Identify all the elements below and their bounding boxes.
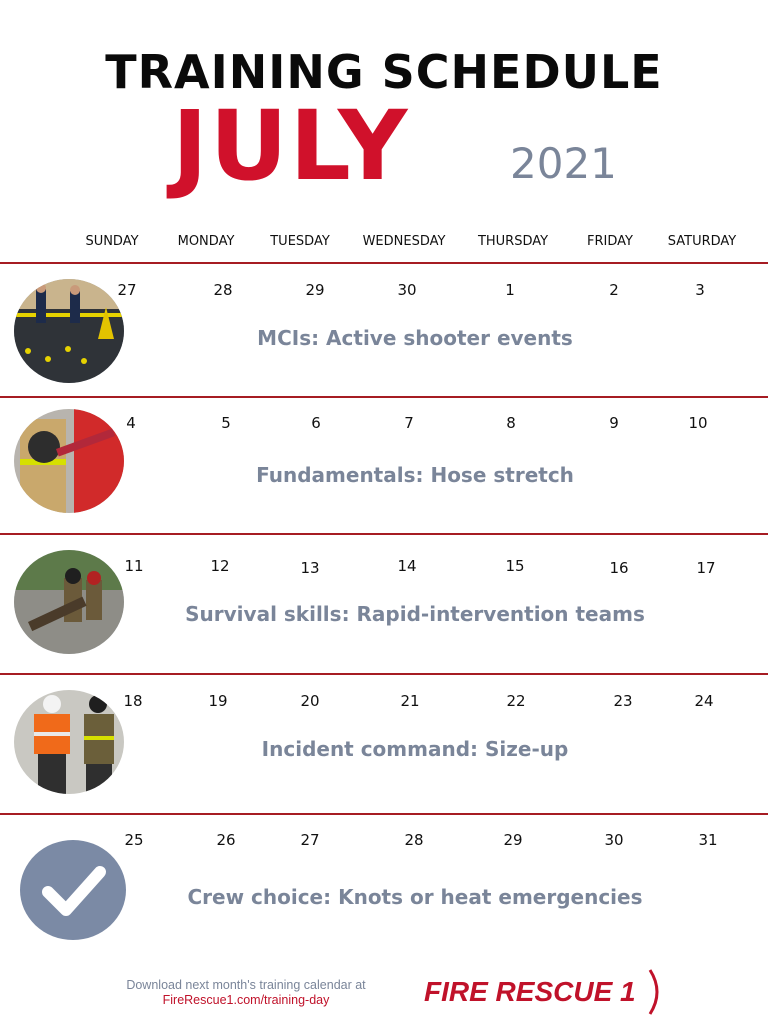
week-topic: MCIs: Active shooter events [257,326,573,350]
date-cell: 22 [506,692,526,710]
date-cell: 10 [688,414,708,432]
dow-friday: FRIDAY [587,234,633,249]
date-cell: 8 [506,414,516,432]
date-cell: 23 [613,692,633,710]
year-label: 2021 [510,139,617,188]
logo-text: FIRE RESCUE 1 [424,976,636,1007]
date-cell: 28 [404,831,424,849]
date-cell: 17 [696,559,716,577]
date-cell: 15 [505,557,525,575]
date-cell: 18 [123,692,143,710]
date-cell: 30 [604,831,624,849]
week-topic: Survival skills: Rapid-intervention teams [185,602,645,626]
date-cell: 25 [124,831,144,849]
date-cell: 21 [400,692,420,710]
date-cell: 16 [609,559,629,577]
date-cell: 7 [404,414,414,432]
date-cell: 14 [397,557,417,575]
row-divider [0,262,768,264]
date-cell: 20 [300,692,320,710]
date-cell: 28 [213,281,233,299]
month-title: JULY [172,90,410,202]
date-cell: 19 [208,692,228,710]
week-topic: Crew choice: Knots or heat emergencies [187,885,643,909]
date-cell: 4 [126,414,136,432]
row-divider [0,533,768,535]
footer-download-text: Download next month's training calendar at [126,978,366,992]
checkmark-icon [20,840,126,940]
date-cell: 12 [210,557,230,575]
date-cell: 26 [216,831,236,849]
date-cell: 5 [221,414,231,432]
date-cell: 2 [609,281,619,299]
row-divider [0,396,768,398]
hose-stretch-photo [14,409,124,513]
page-title: TRAINING SCHEDULE [105,45,663,99]
date-cell: 1 [505,281,515,299]
incident-command-photo [14,690,124,794]
date-cell: 24 [694,692,714,710]
rapid-intervention-photo [14,550,124,654]
dow-wednesday: WEDNESDAY [362,234,446,249]
row-divider [0,813,768,815]
footer-link[interactable]: FireRescue1.com/training-day [162,993,330,1007]
week-topic: Fundamentals: Hose stretch [256,463,574,487]
week-topic: Incident command: Size-up [261,737,569,761]
row-divider [0,673,768,675]
date-cell: 29 [503,831,523,849]
date-cell: 29 [305,281,325,299]
dow-thursday: THURSDAY [477,234,549,249]
date-cell: 31 [698,831,718,849]
firerescue1-logo[interactable] [424,976,636,1008]
date-cell: 27 [117,281,137,299]
date-cell: 30 [397,281,417,299]
logo-swoosh-icon [646,968,666,1016]
date-cell: 6 [311,414,321,432]
dow-sunday: SUNDAY [85,234,139,249]
date-cell: 3 [695,281,705,299]
dow-monday: MONDAY [177,234,235,249]
dow-tuesday: TUESDAY [270,234,330,249]
date-cell: 11 [124,557,144,575]
date-cell: 27 [300,831,320,849]
date-cell: 9 [609,414,619,432]
dow-saturday: SATURDAY [667,234,737,249]
date-cell: 13 [300,559,320,577]
